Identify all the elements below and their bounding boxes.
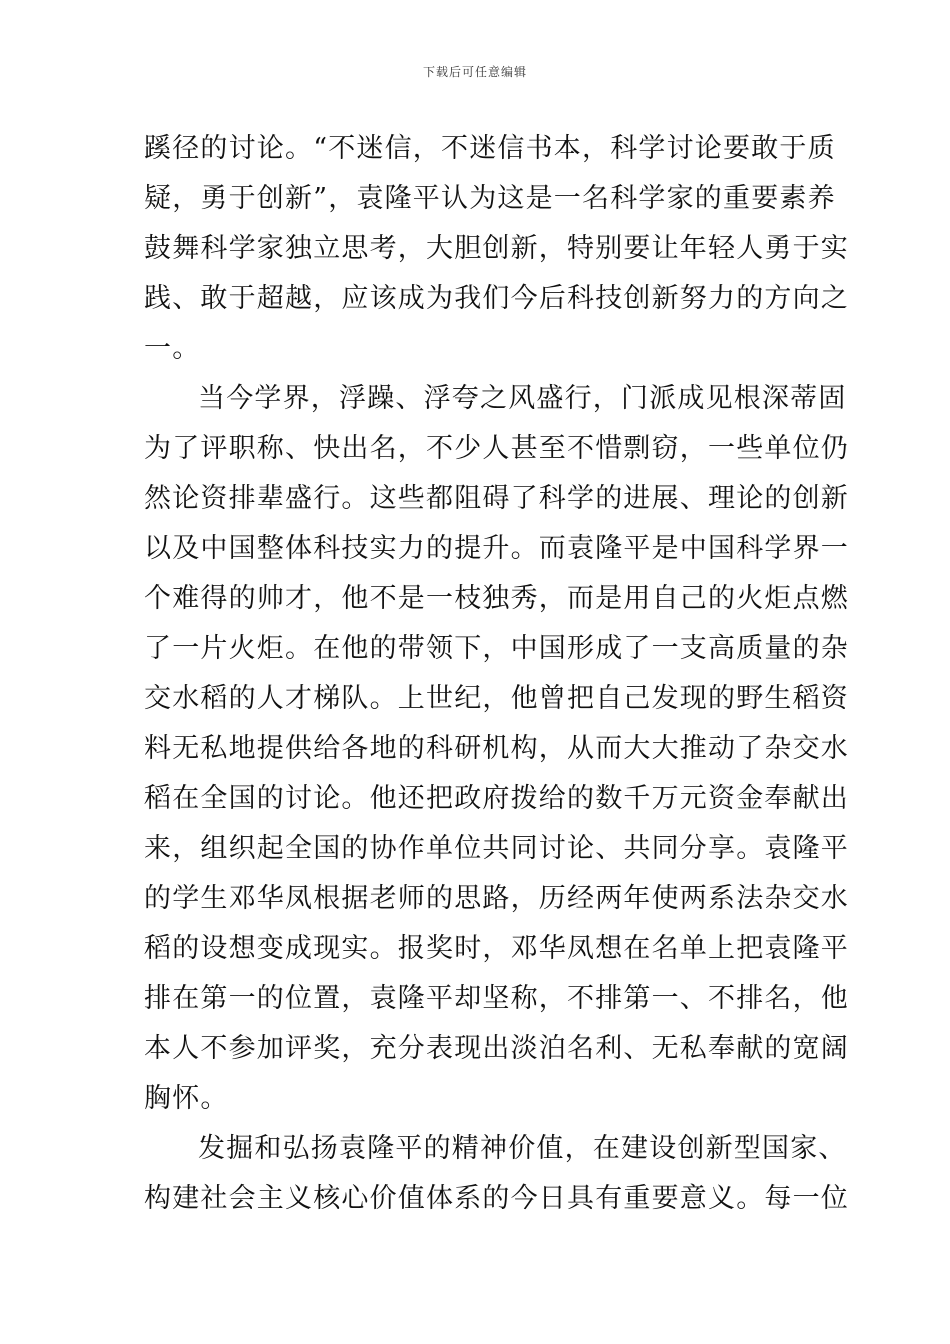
text-line: 了一片火炬。在他的带领下，中国形成了一支高质量的杂: [144, 633, 849, 664]
text-line: 稻的设想变成现实。报奖时，邓华凤想在名单上把袁隆平: [144, 933, 849, 964]
text-line: 稻在全国的讨论。他还把政府拨给的数千万元资金奉献出: [144, 783, 849, 814]
text-line: 疑，勇于创新”，袁隆平认为这是一名科学家的重要素养: [144, 183, 836, 214]
paragraph-1: [144, 124, 849, 374]
text-line: 个难得的帅才，他不是一枝独秀，而是用自己的火炬点燃: [144, 583, 849, 614]
text-line: 的学生邓华凤根据老师的思路，历经两年使两系法杂交水: [144, 883, 849, 914]
text-line: 以及中国整体科技实力的提升。而袁隆平是中国科学界一: [144, 533, 849, 564]
text-line: 一。: [144, 333, 201, 364]
text-line: 践、敢于超越，应该成为我们今后科技创新努力的方向之: [144, 283, 849, 314]
paragraph-3: [144, 1124, 849, 1224]
text-line: 蹊径的讨论。“不迷信，不迷信书本，科学讨论要敢于质: [144, 133, 836, 164]
text-line: 本人不参加评奖，充分表现出淡泊名利、无私奉献的宽阔: [144, 1033, 849, 1064]
text-line: 排在第一的位置，袁隆平却坚称，不排第一、不排名，他: [144, 983, 849, 1014]
text-line: 胸怀。: [144, 1083, 229, 1114]
text-line: 然论资排辈盛行。这些都阻碍了科学的进展、理论的创新: [144, 483, 849, 514]
text-line: 来，组织起全国的协作单位共同讨论、共同分享。袁隆平: [144, 833, 849, 864]
text-line: 发掘和弘扬袁隆平的精神价值，在建设创新型国家、: [198, 1133, 847, 1164]
text-line: 当今学界，浮躁、浮夸之风盛行，门派成见根深蒂固: [198, 383, 847, 414]
text-line: 为了评职称、快出名，不少人甚至不惜剽窃，一些单位仍: [144, 433, 849, 464]
text-line: 交水稻的人才梯队。上世纪，他曾把自己发现的野生稻资: [144, 683, 849, 714]
paragraph-2: [144, 374, 849, 1124]
text-line: 料无私地提供给各地的科研机构，从而大大推动了杂交水: [144, 733, 849, 764]
text-line: 构建社会主义核心价值体系的今日具有重要意义。每一位: [144, 1183, 849, 1214]
page-header: 下载后可任意编辑: [422, 65, 527, 79]
text-line: 鼓舞科学家独立思考，大胆创新，特别要让年轻人勇于实: [144, 233, 849, 264]
body-text: [144, 124, 849, 1224]
